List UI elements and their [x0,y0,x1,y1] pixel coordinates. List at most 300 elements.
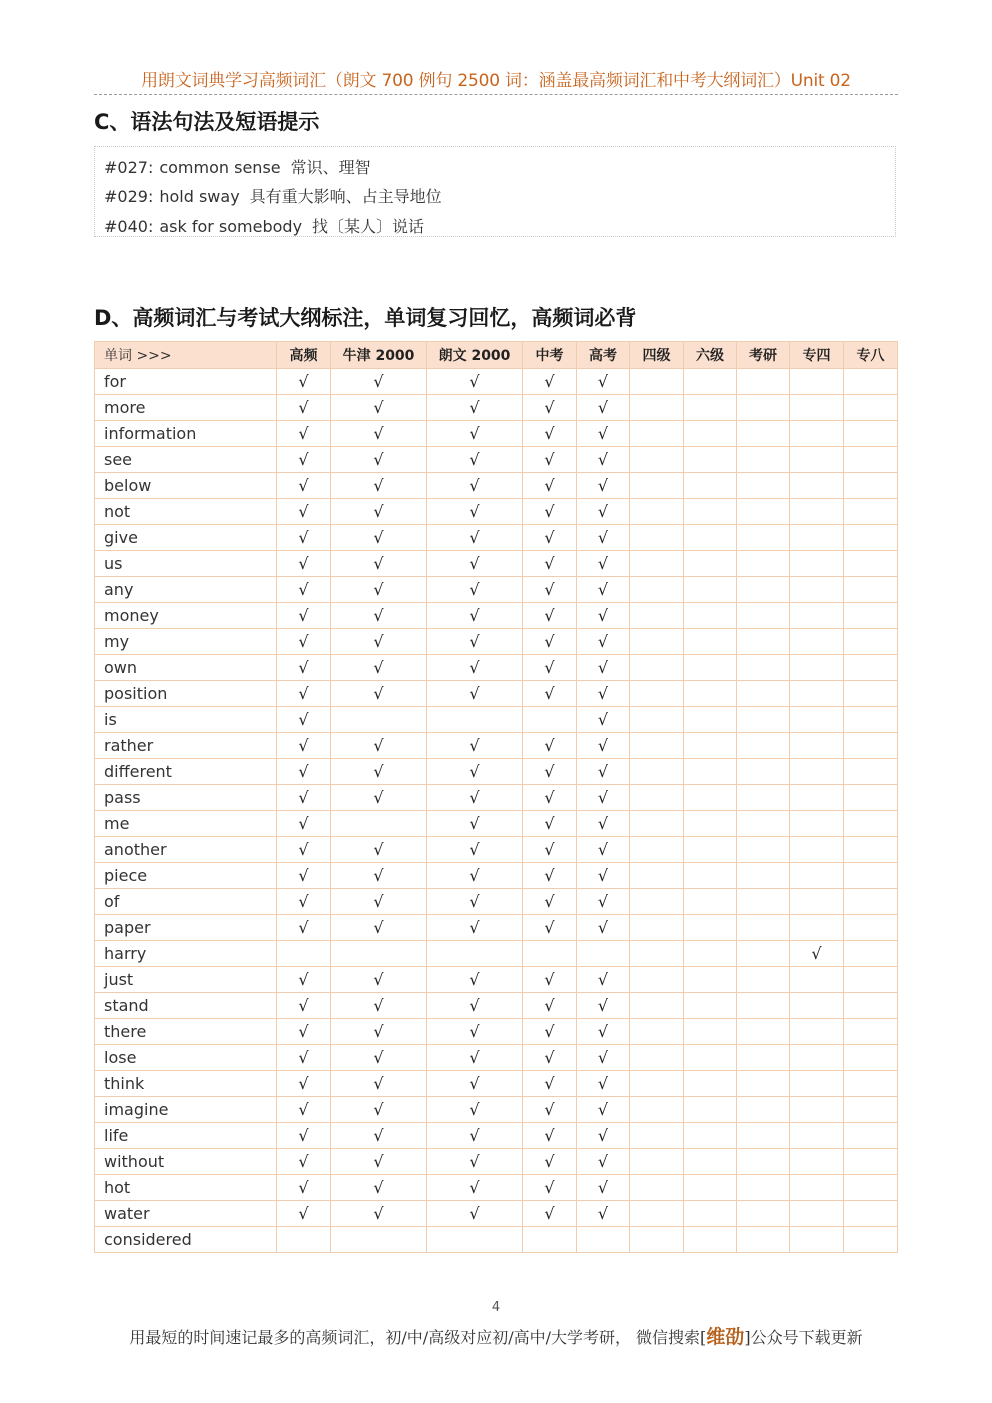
check-mark-cell: √ [577,1149,630,1175]
empty-cell [523,1227,577,1253]
check-mark-cell: √ [523,1149,577,1175]
check-mark-cell: √ [577,837,630,863]
word-cell: hot [95,1175,277,1201]
empty-cell [790,655,844,681]
empty-cell [630,1175,684,1201]
table-row [95,1201,898,1227]
word-cell: piece [95,863,277,889]
empty-cell [684,1071,737,1097]
table-body [95,369,898,1253]
table-row [95,603,898,629]
empty-cell [684,447,737,473]
empty-cell [844,603,898,629]
check-mark-cell: √ [427,369,523,395]
empty-cell [844,707,898,733]
check-mark-cell: √ [523,1201,577,1227]
empty-cell [737,785,790,811]
empty-cell [790,1123,844,1149]
table-row [95,993,898,1019]
table-row [95,447,898,473]
check-mark-cell: √ [577,655,630,681]
empty-cell [684,993,737,1019]
empty-cell [737,993,790,1019]
check-mark-cell: √ [331,655,427,681]
empty-cell [844,395,898,421]
check-mark-cell: √ [523,577,577,603]
check-mark-cell: √ [427,551,523,577]
check-mark-cell: √ [523,369,577,395]
page-footer [94,1322,898,1349]
empty-cell [684,1175,737,1201]
word-cell: information [95,421,277,447]
empty-cell [790,993,844,1019]
phrase-box [94,146,896,237]
empty-cell [844,1097,898,1123]
empty-cell [844,629,898,655]
empty-cell [844,473,898,499]
empty-cell [790,577,844,603]
check-mark-cell: √ [577,1071,630,1097]
empty-cell [684,1149,737,1175]
empty-cell [844,1149,898,1175]
section-d-title: D、高频词汇与考试大纲标注，单词复习回忆，高频词必背 [94,306,637,330]
check-mark-cell: √ [277,1071,331,1097]
check-mark-cell: √ [277,733,331,759]
empty-cell [790,447,844,473]
empty-cell [790,1019,844,1045]
table-row [95,967,898,993]
check-mark-cell: √ [331,785,427,811]
table-row [95,1123,898,1149]
table-row [95,837,898,863]
check-mark-cell: √ [523,629,577,655]
table-row [95,707,898,733]
empty-cell [630,811,684,837]
empty-cell [737,499,790,525]
empty-cell [737,837,790,863]
empty-cell [844,369,898,395]
check-mark-cell: √ [331,967,427,993]
check-mark-cell: √ [577,421,630,447]
check-mark-cell: √ [277,759,331,785]
check-mark-cell: √ [577,603,630,629]
check-mark-cell: √ [427,395,523,421]
empty-cell [737,551,790,577]
empty-cell [844,1045,898,1071]
empty-cell [844,421,898,447]
check-mark-cell: √ [277,915,331,941]
check-mark-cell: √ [331,395,427,421]
check-mark-cell: √ [427,811,523,837]
check-mark-cell: √ [523,915,577,941]
empty-cell [630,395,684,421]
check-mark-cell: √ [277,577,331,603]
empty-cell [684,1201,737,1227]
check-mark-cell: √ [523,603,577,629]
phrase-english: hold sway [159,187,240,206]
empty-cell [630,1097,684,1123]
check-mark-cell: √ [427,681,523,707]
check-mark-cell: √ [427,967,523,993]
empty-cell [790,785,844,811]
empty-cell [790,681,844,707]
check-mark-cell: √ [577,759,630,785]
empty-cell [844,1071,898,1097]
check-mark-cell: √ [427,499,523,525]
phrase-english: ask for somebody [159,217,303,236]
phrase-code: #027: [104,158,154,177]
check-mark-cell: √ [523,551,577,577]
empty-cell [737,941,790,967]
check-mark-cell: √ [523,473,577,499]
check-mark-cell: √ [331,499,427,525]
column-header: 六级 [684,342,737,369]
table-row [95,421,898,447]
empty-cell [630,1149,684,1175]
empty-cell [684,395,737,421]
footer-text: 用最短的时间速记最多的高频词汇，初/中/高级对应初/高中/大学考研， 微信搜索[ [129,1328,707,1347]
empty-cell [630,1071,684,1097]
footer-brand: 维劭 [706,1326,745,1348]
empty-cell [844,759,898,785]
empty-cell [630,941,684,967]
vocabulary-table [94,341,898,1253]
check-mark-cell: √ [523,447,577,473]
empty-cell [737,1019,790,1045]
empty-cell [790,525,844,551]
check-mark-cell: √ [331,889,427,915]
table-row [95,941,898,967]
empty-cell [684,863,737,889]
empty-cell [844,863,898,889]
empty-cell [844,915,898,941]
check-mark-cell: √ [331,1045,427,1071]
column-header: 朗文 2000 [427,342,523,369]
check-mark-cell: √ [523,863,577,889]
empty-cell [630,499,684,525]
table-row [95,759,898,785]
check-mark-cell: √ [577,1045,630,1071]
empty-cell [331,811,427,837]
word-cell: water [95,1201,277,1227]
empty-cell [790,551,844,577]
empty-cell [684,1227,737,1253]
phrase-item [104,155,371,178]
empty-cell [630,369,684,395]
empty-cell [737,915,790,941]
empty-cell [844,993,898,1019]
empty-cell [684,785,737,811]
table-row [95,395,898,421]
check-mark-cell: √ [577,863,630,889]
check-mark-cell: √ [523,1045,577,1071]
check-mark-cell: √ [331,681,427,707]
empty-cell [844,811,898,837]
page-number: 4 [491,1300,501,1315]
check-mark-cell: √ [427,1019,523,1045]
check-mark-cell: √ [577,447,630,473]
check-mark-cell: √ [277,1123,331,1149]
check-mark-cell: √ [577,707,630,733]
empty-cell [844,785,898,811]
empty-cell [790,759,844,785]
empty-cell [684,967,737,993]
empty-cell [684,915,737,941]
check-mark-cell: √ [577,1175,630,1201]
empty-cell [737,967,790,993]
word-cell: life [95,1123,277,1149]
check-mark-cell: √ [331,1175,427,1201]
empty-cell [684,499,737,525]
empty-cell [844,1201,898,1227]
empty-cell [790,1071,844,1097]
empty-cell [790,1227,844,1253]
empty-cell [684,707,737,733]
check-mark-cell: √ [523,1019,577,1045]
check-mark-cell: √ [427,915,523,941]
empty-cell [737,603,790,629]
empty-cell [630,629,684,655]
check-mark-cell: √ [331,473,427,499]
empty-cell [737,733,790,759]
table-row [95,655,898,681]
check-mark-cell: √ [577,681,630,707]
empty-cell [737,1227,790,1253]
check-mark-cell: √ [277,1201,331,1227]
check-mark-cell: √ [427,785,523,811]
empty-cell [737,421,790,447]
empty-cell [790,889,844,915]
check-mark-cell: √ [523,837,577,863]
empty-cell [844,551,898,577]
check-mark-cell: √ [577,993,630,1019]
phrase-code: #040: [104,217,154,236]
empty-cell [790,369,844,395]
empty-cell [684,551,737,577]
word-cell: me [95,811,277,837]
empty-cell [630,525,684,551]
word-cell: lose [95,1045,277,1071]
check-mark-cell: √ [331,421,427,447]
table-row [95,1227,898,1253]
empty-cell [684,577,737,603]
check-mark-cell: √ [277,863,331,889]
check-mark-cell: √ [427,525,523,551]
document-header: 用朗文词典学习高频词汇（朗文 700 例句 2500 词：涵盖最高频词汇和中考大纲词汇）Unit 02 [141,71,851,91]
empty-cell [684,1097,737,1123]
word-cell: see [95,447,277,473]
empty-cell [331,941,427,967]
check-mark-cell: √ [577,733,630,759]
empty-cell [844,1123,898,1149]
column-header: 高频 [277,342,331,369]
check-mark-cell: √ [277,1097,331,1123]
empty-cell [630,967,684,993]
empty-cell [630,759,684,785]
column-header: 中考 [523,342,577,369]
phrase-chinese: 找〔某人〕说话 [312,217,425,236]
empty-cell [790,1175,844,1201]
column-header: 专八 [844,342,898,369]
check-mark-cell: √ [277,1019,331,1045]
check-mark-cell: √ [331,837,427,863]
empty-cell [523,707,577,733]
check-mark-cell: √ [427,993,523,1019]
check-mark-cell: √ [331,525,427,551]
check-mark-cell: √ [277,369,331,395]
check-mark-cell: √ [277,889,331,915]
empty-cell [277,941,331,967]
empty-cell [684,525,737,551]
empty-cell [790,811,844,837]
word-cell: considered [95,1227,277,1253]
empty-cell [684,603,737,629]
table-row [95,915,898,941]
word-cell: any [95,577,277,603]
phrase-item [104,184,442,207]
check-mark-cell: √ [523,1097,577,1123]
word-cell: my [95,629,277,655]
empty-cell [737,1149,790,1175]
check-mark-cell: √ [427,629,523,655]
empty-cell [737,525,790,551]
empty-cell [737,1097,790,1123]
empty-cell [844,967,898,993]
table-row [95,1097,898,1123]
word-cell: more [95,395,277,421]
word-cell: without [95,1149,277,1175]
footer-text-end: ]公众号下载更新 [744,1328,863,1347]
empty-cell [630,447,684,473]
empty-cell [630,655,684,681]
check-mark-cell: √ [523,525,577,551]
empty-cell [277,1227,331,1253]
empty-cell [630,733,684,759]
empty-cell [737,1045,790,1071]
empty-cell [630,915,684,941]
empty-cell [790,603,844,629]
check-mark-cell: √ [331,1201,427,1227]
check-mark-cell: √ [427,733,523,759]
empty-cell [790,395,844,421]
check-mark-cell: √ [331,915,427,941]
check-mark-cell: √ [331,551,427,577]
word-cell: paper [95,915,277,941]
empty-cell [844,733,898,759]
word-cell: just [95,967,277,993]
empty-cell [737,1201,790,1227]
empty-cell [630,889,684,915]
table-row [95,473,898,499]
check-mark-cell: √ [277,447,331,473]
phrase-code: #029: [104,187,154,206]
word-cell: another [95,837,277,863]
check-mark-cell: √ [277,1149,331,1175]
check-mark-cell: √ [427,1201,523,1227]
empty-cell [684,811,737,837]
empty-cell [737,707,790,733]
word-cell: below [95,473,277,499]
table-row [95,629,898,655]
check-mark-cell: √ [577,1201,630,1227]
table-row [95,1149,898,1175]
check-mark-cell: √ [523,1175,577,1201]
check-mark-cell: √ [523,655,577,681]
table-header-row [95,342,898,369]
table-row [95,733,898,759]
header-divider [94,94,898,95]
check-mark-cell: √ [790,941,844,967]
check-mark-cell: √ [427,421,523,447]
empty-cell [737,889,790,915]
check-mark-cell: √ [523,1071,577,1097]
empty-cell [790,499,844,525]
check-mark-cell: √ [577,915,630,941]
column-header: 牛津 2000 [331,342,427,369]
empty-cell [684,473,737,499]
empty-cell [630,1045,684,1071]
empty-cell [737,577,790,603]
check-mark-cell: √ [577,395,630,421]
check-mark-cell: √ [523,681,577,707]
empty-cell [684,1123,737,1149]
table-row [95,863,898,889]
table-row [95,889,898,915]
empty-cell [630,863,684,889]
empty-cell [790,967,844,993]
empty-cell [684,655,737,681]
table-row [95,811,898,837]
empty-cell [737,681,790,707]
check-mark-cell: √ [577,811,630,837]
phrase-chinese: 具有重大影响、占主导地位 [249,187,442,206]
section-c-title: C、语法句法及短语提示 [94,110,320,134]
check-mark-cell: √ [427,889,523,915]
empty-cell [630,603,684,629]
check-mark-cell: √ [577,889,630,915]
empty-cell [844,1019,898,1045]
check-mark-cell: √ [427,447,523,473]
empty-cell [737,369,790,395]
check-mark-cell: √ [331,993,427,1019]
check-mark-cell: √ [277,603,331,629]
check-mark-cell: √ [331,733,427,759]
empty-cell [737,447,790,473]
empty-cell [630,577,684,603]
empty-cell [630,681,684,707]
empty-cell [790,1045,844,1071]
table-row [95,785,898,811]
check-mark-cell: √ [331,369,427,395]
check-mark-cell: √ [577,369,630,395]
check-mark-cell: √ [577,473,630,499]
empty-cell [790,421,844,447]
check-mark-cell: √ [577,629,630,655]
empty-cell [790,837,844,863]
empty-cell [684,681,737,707]
table-row [95,499,898,525]
empty-cell [523,941,577,967]
word-cell: not [95,499,277,525]
table-row [95,551,898,577]
word-cell: rather [95,733,277,759]
check-mark-cell: √ [277,681,331,707]
word-cell: us [95,551,277,577]
empty-cell [844,1227,898,1253]
empty-cell [844,837,898,863]
table-row [95,525,898,551]
table-row [95,1019,898,1045]
